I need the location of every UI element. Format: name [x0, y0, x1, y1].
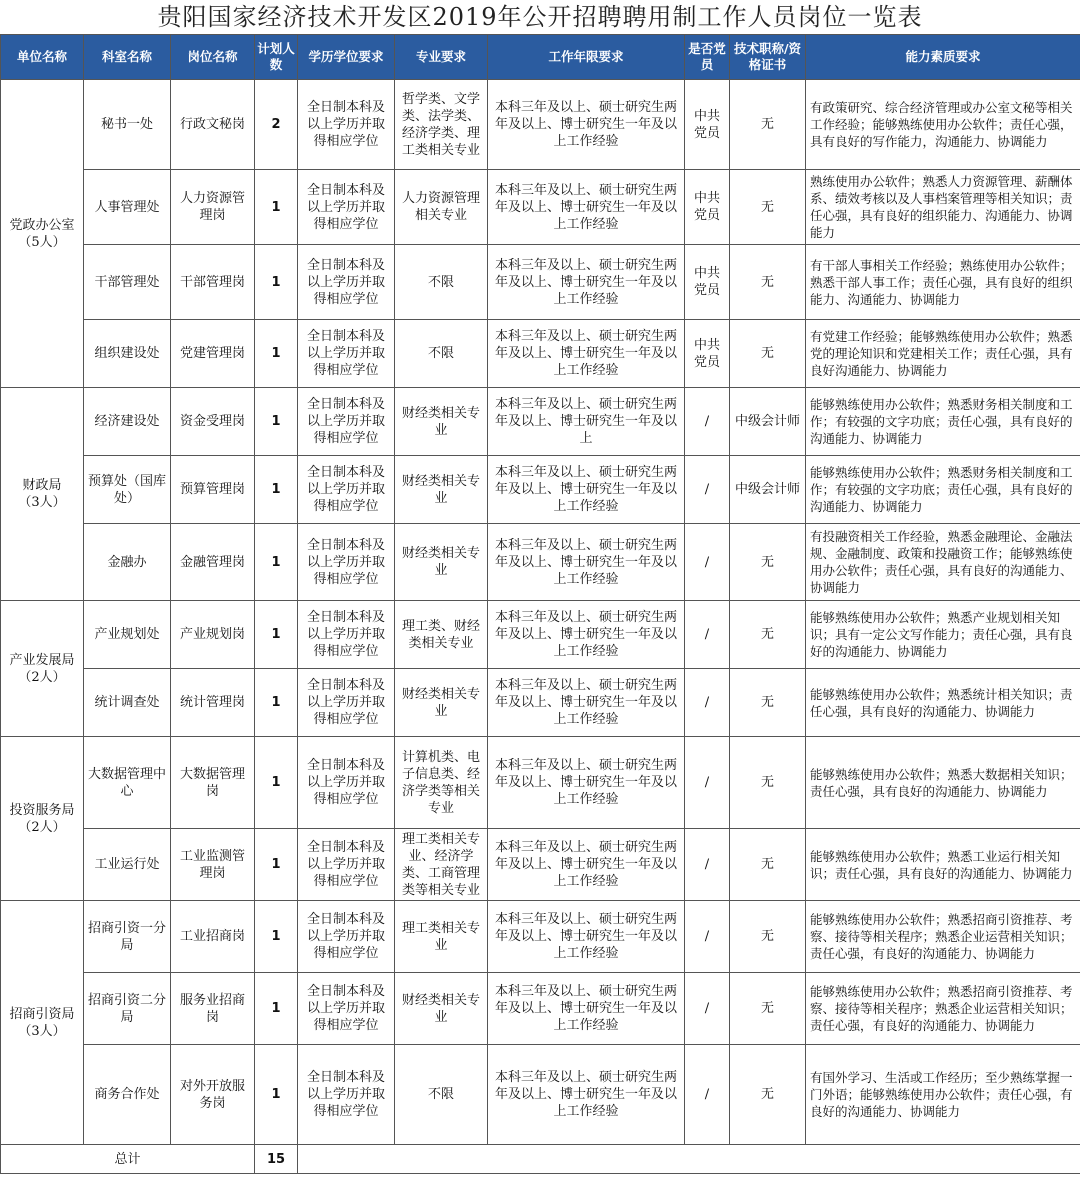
experience-req: 本科三年及以上、硕士研究生两年及以上、博士研究生一年及以上工作经验: [488, 456, 685, 524]
position-name: 对外开放服务岗: [171, 1045, 255, 1145]
total-empty: [298, 1145, 1080, 1174]
major-req: 不限: [395, 320, 488, 388]
party-req: 中共党员: [685, 170, 730, 245]
education-req: 全日制本科及以上学历并取得相应学位: [298, 524, 395, 601]
position-table: [0, 34, 1080, 1174]
plan-count: 1: [255, 669, 298, 737]
ability-req: 能够熟练使用办公软件；熟悉招商引资推荐、考察、接待等相关程序；熟悉企业运营相关知识；责任心强，有良好的沟通能力、协调能力: [806, 973, 1080, 1045]
unit-name: 党政办公室 （5人）: [1, 80, 84, 388]
major-req: 财经类相关专业: [395, 524, 488, 601]
party-req: /: [685, 601, 730, 669]
education-req: 全日制本科及以上学历并取得相应学位: [298, 80, 395, 170]
major-req: 不限: [395, 245, 488, 320]
party-req: /: [685, 829, 730, 901]
dept-name: 金融办: [84, 524, 171, 601]
party-req: 中共党员: [685, 320, 730, 388]
ability-req: 能够熟练使用办公软件；熟悉招商引资推荐、考察、接待等相关程序；熟悉企业运营相关知识；责任心强，有良好的沟通能力、协调能力: [806, 901, 1080, 973]
ability-req: 有干部人事相关工作经验；熟练使用办公软件；熟悉干部人事工作；责任心强，具有良好的组织能力、沟通能力、协调能力: [806, 245, 1080, 320]
ability-req: 能够熟练使用办公软件；熟悉统计相关知识；责任心强，具有良好的沟通能力、协调能力: [806, 669, 1080, 737]
ability-req: 有党建工作经验；能够熟练使用办公软件；熟悉党的理论知识和党建相关工作；责任心强，具有良好沟通能力、协调能力: [806, 320, 1080, 388]
certificate-req: 中级会计师: [730, 456, 806, 524]
ability-req: 熟练使用办公软件；熟悉人力资源管理、薪酬体系、绩效考核以及人事档案管理等相关知识；责任心强，具有良好的组织能力、沟通能力、协调能力: [806, 170, 1080, 245]
plan-count: 1: [255, 1045, 298, 1145]
header-party: 是否党员: [685, 35, 730, 80]
certificate-req: 无: [730, 737, 806, 829]
education-req: 全日制本科及以上学历并取得相应学位: [298, 973, 395, 1045]
major-req: 计算机类、电子信息类、经济学类等相关专业: [395, 737, 488, 829]
experience-req: 本科三年及以上、硕士研究生两年及以上、博士研究生一年及以上工作经验: [488, 320, 685, 388]
table-row: [1, 601, 1080, 669]
major-req: 人力资源管理相关专业: [395, 170, 488, 245]
header-position: 岗位名称: [171, 35, 255, 80]
education-req: 全日制本科及以上学历并取得相应学位: [298, 737, 395, 829]
party-req: /: [685, 737, 730, 829]
education-req: 全日制本科及以上学历并取得相应学位: [298, 388, 395, 456]
experience-req: 本科三年及以上、硕士研究生两年及以上、博士研究生一年及以上工作经验: [488, 901, 685, 973]
certificate-req: 无: [730, 524, 806, 601]
dept-name: 商务合作处: [84, 1045, 171, 1145]
major-req: 财经类相关专业: [395, 973, 488, 1045]
certificate-req: 无: [730, 973, 806, 1045]
table-row: [1, 245, 1080, 320]
header-experience: 工作年限要求: [488, 35, 685, 80]
ability-req: 能够熟练使用办公软件；熟悉产业规划相关知识；具有一定公文写作能力；责任心强，具有良好的沟通能力、协调能力: [806, 601, 1080, 669]
experience-req: 本科三年及以上、硕士研究生两年及以上、博士研究生一年及以上工作经验: [488, 601, 685, 669]
total-count: 15: [255, 1145, 298, 1174]
plan-count: 1: [255, 901, 298, 973]
experience-req: 本科三年及以上、硕士研究生两年及以上、博士研究生一年及以上工作经验: [488, 524, 685, 601]
dept-name: 经济建设处: [84, 388, 171, 456]
plan-count: 1: [255, 601, 298, 669]
unit-name: 招商引资局 （3人）: [1, 901, 84, 1145]
dept-name: 组织建设处: [84, 320, 171, 388]
experience-req: 本科三年及以上、硕士研究生两年及以上、博士研究生一年及以上工作经验: [488, 737, 685, 829]
major-req: 哲学类、文学类、法学类、经济学类、理工类相关专业: [395, 80, 488, 170]
table-row: [1, 388, 1080, 456]
plan-count: 1: [255, 320, 298, 388]
major-req: 不限: [395, 1045, 488, 1145]
experience-req: 本科三年及以上、硕士研究生两年及以上、博士研究生一年及以上工作经验: [488, 1045, 685, 1145]
header-education: 学历学位要求: [298, 35, 395, 80]
certificate-req: 无: [730, 601, 806, 669]
education-req: 全日制本科及以上学历并取得相应学位: [298, 601, 395, 669]
table-row: [1, 80, 1080, 170]
header-unit: 单位名称: [1, 35, 84, 80]
ability-req: 能够熟练使用办公软件；熟悉财务相关制度和工作；有较强的文字功底；责任心强，具有良好的沟通能力、协调能力: [806, 388, 1080, 456]
unit-name: 财政局 （3人）: [1, 388, 84, 601]
experience-req: 本科三年及以上、硕士研究生两年及以上、博士研究生一年及以上工作经验: [488, 245, 685, 320]
education-req: 全日制本科及以上学历并取得相应学位: [298, 170, 395, 245]
position-name: 工业监测管理岗: [171, 829, 255, 901]
dept-name: 大数据管理中心: [84, 737, 171, 829]
header-dept: 科室名称: [84, 35, 171, 80]
dept-name: 预算处（国库处）: [84, 456, 171, 524]
ability-req: 能够熟练使用办公软件；熟悉财务相关制度和工作；有较强的文字功底；责任心强，具有良好的沟通能力、协调能力: [806, 456, 1080, 524]
certificate-req: 无: [730, 829, 806, 901]
position-name: 干部管理岗: [171, 245, 255, 320]
header-ability: 能力素质要求: [806, 35, 1080, 80]
ability-req: 能够熟练使用办公软件；熟悉工业运行相关知识；责任心强，具有良好的沟通能力、协调能力: [806, 829, 1080, 901]
education-req: 全日制本科及以上学历并取得相应学位: [298, 1045, 395, 1145]
plan-count: 1: [255, 388, 298, 456]
plan-count: 1: [255, 170, 298, 245]
dept-name: 统计调查处: [84, 669, 171, 737]
table-row: [1, 1045, 1080, 1145]
education-req: 全日制本科及以上学历并取得相应学位: [298, 320, 395, 388]
table-row: [1, 320, 1080, 388]
party-req: /: [685, 388, 730, 456]
dept-name: 产业规划处: [84, 601, 171, 669]
party-req: /: [685, 1045, 730, 1145]
header-certificate: 技术职称/资格证书: [730, 35, 806, 80]
header-row: [1, 35, 1080, 80]
plan-count: 2: [255, 80, 298, 170]
major-req: 财经类相关专业: [395, 388, 488, 456]
table-row: [1, 737, 1080, 829]
certificate-req: 无: [730, 901, 806, 973]
major-req: 财经类相关专业: [395, 669, 488, 737]
certificate-req: 无: [730, 80, 806, 170]
position-name: 产业规划岗: [171, 601, 255, 669]
position-name: 行政文秘岗: [171, 80, 255, 170]
position-name: 统计管理岗: [171, 669, 255, 737]
unit-name: 投资服务局 （2人）: [1, 737, 84, 901]
major-req: 理工类、财经类相关专业: [395, 601, 488, 669]
certificate-req: 无: [730, 245, 806, 320]
ability-req: 有投融资相关工作经验，熟悉金融理论、金融法规、金融制度、政策和投融资工作；能够熟练使用办公软件；责任心强，具有良好的沟通能力、协调能力: [806, 524, 1080, 601]
plan-count: 1: [255, 737, 298, 829]
party-req: /: [685, 456, 730, 524]
total-row: [1, 1145, 1080, 1174]
position-name: 预算管理岗: [171, 456, 255, 524]
certificate-req: 无: [730, 170, 806, 245]
unit-name: 产业发展局 （2人）: [1, 601, 84, 737]
dept-name: 工业运行处: [84, 829, 171, 901]
party-req: 中共党员: [685, 245, 730, 320]
plan-count: 1: [255, 973, 298, 1045]
position-name: 大数据管理岗: [171, 737, 255, 829]
party-req: /: [685, 901, 730, 973]
dept-name: 招商引资二分局: [84, 973, 171, 1045]
total-label: 总计: [1, 1145, 255, 1174]
experience-req: 本科三年及以上、硕士研究生两年及以上、博士研究生一年及以上工作经验: [488, 669, 685, 737]
major-req: 理工类相关专业、经济学类、工商管理类等相关专业: [395, 829, 488, 901]
table-row: [1, 524, 1080, 601]
major-req: 财经类相关专业: [395, 456, 488, 524]
plan-count: 1: [255, 829, 298, 901]
position-name: 工业招商岗: [171, 901, 255, 973]
dept-name: 干部管理处: [84, 245, 171, 320]
header-count: 计划人数: [255, 35, 298, 80]
table-row: [1, 669, 1080, 737]
page-title: 贵阳国家经济技术开发区2019年公开招聘聘用制工作人员岗位一览表: [157, 3, 923, 31]
plan-count: 1: [255, 456, 298, 524]
dept-name: 人事管理处: [84, 170, 171, 245]
position-name: 人力资源管理岗: [171, 170, 255, 245]
table-row: [1, 829, 1080, 901]
party-req: /: [685, 524, 730, 601]
education-req: 全日制本科及以上学历并取得相应学位: [298, 901, 395, 973]
plan-count: 1: [255, 245, 298, 320]
plan-count: 1: [255, 524, 298, 601]
header-major: 专业要求: [395, 35, 488, 80]
experience-req: 本科三年及以上、硕士研究生两年及以上、博士研究生一年及以上工作经验: [488, 829, 685, 901]
certificate-req: 无: [730, 1045, 806, 1145]
table-row: [1, 973, 1080, 1045]
dept-name: 招商引资一分局: [84, 901, 171, 973]
experience-req: 本科三年及以上、硕士研究生两年及以上、博士研究生一年及以上: [488, 388, 685, 456]
certificate-req: 无: [730, 320, 806, 388]
table-row: [1, 901, 1080, 973]
dept-name: 秘书一处: [84, 80, 171, 170]
party-req: /: [685, 973, 730, 1045]
experience-req: 本科三年及以上、硕士研究生两年及以上、博士研究生一年及以上工作经验: [488, 170, 685, 245]
position-name: 服务业招商岗: [171, 973, 255, 1045]
experience-req: 本科三年及以上、硕士研究生两年及以上、博士研究生一年及以上工作经验: [488, 80, 685, 170]
table-row: [1, 170, 1080, 245]
ability-req: 能够熟练使用办公软件；熟悉大数据相关知识；责任心强，具有良好的沟通能力、协调能力: [806, 737, 1080, 829]
certificate-req: 中级会计师: [730, 388, 806, 456]
education-req: 全日制本科及以上学历并取得相应学位: [298, 669, 395, 737]
position-name: 资金受理岗: [171, 388, 255, 456]
education-req: 全日制本科及以上学历并取得相应学位: [298, 829, 395, 901]
education-req: 全日制本科及以上学历并取得相应学位: [298, 245, 395, 320]
education-req: 全日制本科及以上学历并取得相应学位: [298, 456, 395, 524]
party-req: /: [685, 669, 730, 737]
ability-req: 有政策研究、综合经济管理或办公室文秘等相关工作经验；能够熟练使用办公软件；责任心强，具有良好的写作能力，沟通能力、协调能力: [806, 80, 1080, 170]
ability-req: 有国外学习、生活或工作经历；至少熟练掌握一门外语；能够熟练使用办公软件；责任心强，有良好的沟通能力、协调能力: [806, 1045, 1080, 1145]
experience-req: 本科三年及以上、硕士研究生两年及以上、博士研究生一年及以上工作经验: [488, 973, 685, 1045]
major-req: 理工类相关专业: [395, 901, 488, 973]
position-name: 金融管理岗: [171, 524, 255, 601]
table-row: [1, 456, 1080, 524]
position-name: 党建管理岗: [171, 320, 255, 388]
certificate-req: 无: [730, 669, 806, 737]
party-req: 中共党员: [685, 80, 730, 170]
